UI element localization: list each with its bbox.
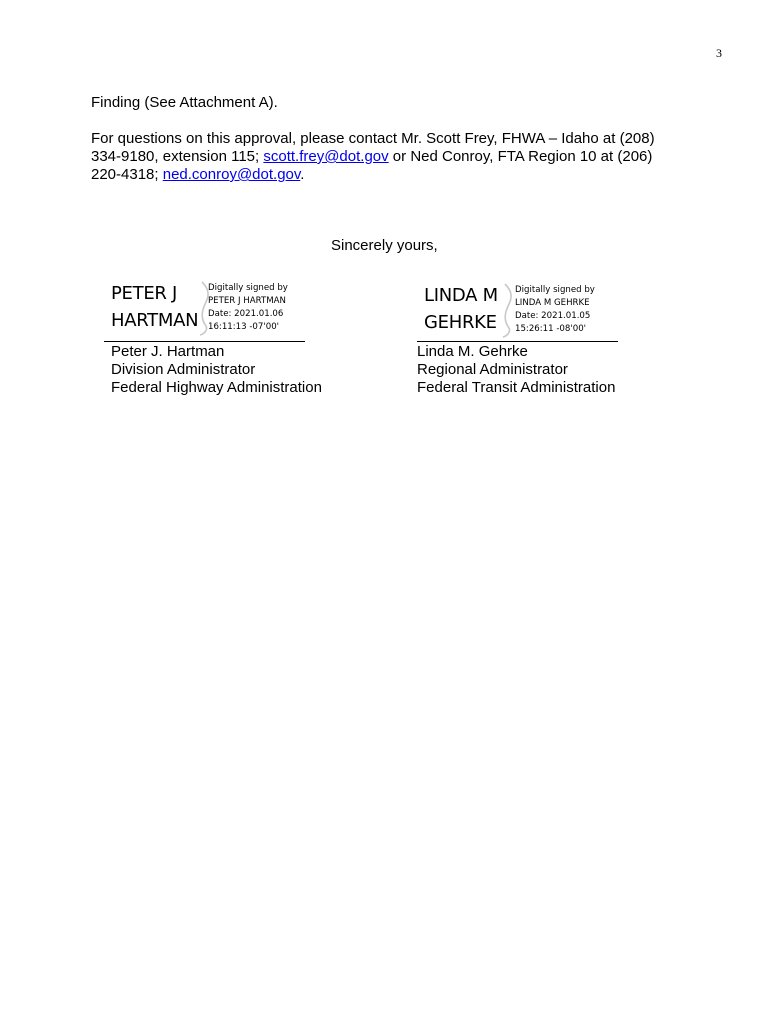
email-link-scott-frey[interactable]: scott.frey@dot.gov — [263, 148, 389, 165]
signature-detail-line: Date: 2021.01.05 — [515, 311, 591, 321]
signer-agency: Federal Highway Administration — [111, 379, 322, 396]
contact-text: 334-9180, extension 115; — [91, 148, 264, 165]
signature-detail-line: PETER J HARTMAN — [208, 296, 286, 306]
signature-detail-line: 15:26:11 -08'00' — [515, 324, 587, 334]
closing-salutation: Sincerely yours, — [331, 237, 438, 254]
signature-details — [208, 282, 288, 334]
signature-detail-line: Digitally signed by — [515, 285, 595, 295]
email-link-ned-conroy[interactable]: ned.conroy@dot.gov — [162, 166, 301, 183]
contact-paragraph — [91, 130, 655, 184]
finding-paragraph: Finding (See Attachment A). — [91, 94, 278, 111]
signature-detail-line: LINDA M GEHRKE — [515, 298, 590, 308]
signature-name — [111, 280, 198, 334]
contact-text: 220-4318; — [91, 166, 163, 183]
signature-details — [515, 284, 595, 336]
page-number: 3 — [716, 46, 722, 60]
signature-name-line: LINDA M — [424, 285, 498, 306]
signature-name — [424, 282, 498, 336]
signature-detail-line: Digitally signed by — [208, 283, 288, 293]
signer-agency: Federal Transit Administration — [417, 379, 616, 396]
signer-info-hartman — [111, 343, 322, 397]
contact-line-3 — [91, 166, 655, 184]
signer-name: Linda M. Gehrke — [417, 343, 528, 360]
signature-line — [104, 341, 305, 342]
contact-line-1: For questions on this approval, please contact Mr. Scott Frey, FHWA – Idaho at (208) — [91, 130, 655, 147]
signature-line — [417, 341, 618, 342]
signer-info-gehrke — [417, 343, 615, 397]
signature-detail-line: Date: 2021.01.06 — [208, 309, 284, 319]
signature-name-line: GEHRKE — [424, 312, 497, 333]
contact-line-2 — [91, 148, 655, 166]
signature-name-line: PETER J — [111, 283, 178, 304]
signer-name: Peter J. Hartman — [111, 343, 225, 360]
contact-text: . — [300, 166, 305, 183]
signer-title: Division Administrator — [111, 361, 256, 378]
signature-name-line: HARTMAN — [111, 310, 199, 331]
contact-text: or Ned Conroy, FTA Region 10 at (206) — [388, 148, 653, 165]
signature-detail-line: 16:11:13 -07'00' — [208, 322, 280, 332]
signer-title: Regional Administrator — [417, 361, 568, 378]
